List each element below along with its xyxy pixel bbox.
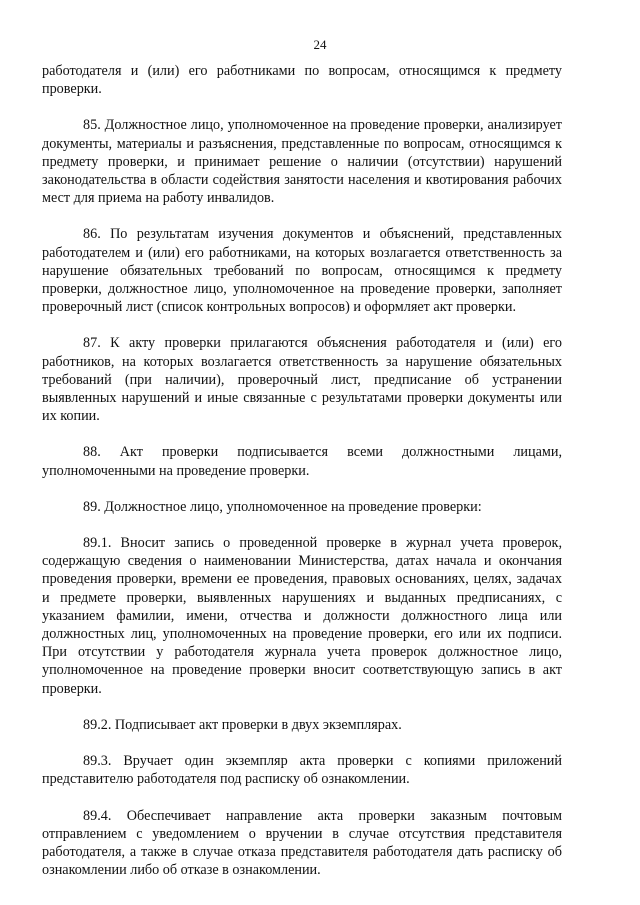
paragraph-88: 88. Акт проверки подписывается всеми должностными лицами, уполномоченными на проведение проверки. — [42, 444, 562, 479]
paragraph-continuation: работодателя и (или) его работниками по вопросам, относящимся к предмету проверки. — [42, 63, 562, 98]
paragraph-87: 87. К акту проверки прилагаются объяснения работодателя и (или) его работников, на которых возлагается ответственность за нарушение обязательных требований (при наличии), проверочный лист, предписание об устранении выявленных нарушений и иные связанные с результатами проверки документы или их копии. — [42, 335, 562, 425]
paragraph-85: 85. Должностное лицо, уполномоченное на проведение проверки, анализирует документы, материалы и разъяснения, представленные по вопросам, относящимся к предмету проверки, и принимает решение о наличии (отсутствии) нарушений законодательства в области содействия занятости населения и квотирования рабочих мест для приема на работу инвалидов. — [42, 117, 562, 207]
paragraph-86: 86. По результатам изучения документов и объяснений, представленных работодателем и (или) его работниками, на которых возлагается ответственность за нарушение обязательных требований по вопросам, относящимся к предмету проверки, должностное лицо, уполномоченное на проведение проверки, заполняет проверочный лист (список контрольных вопросов) и оформляет акт проверки. — [42, 226, 562, 316]
paragraph-89-2: 89.2. Подписывает акт проверки в двух экземплярах. — [83, 716, 402, 733]
paragraph-89-1: 89.1. Вносит запись о проведенной проверке в журнал учета проверок, содержащую сведения о наименовании Министерства, датах начала и окончания проведения проверки, времени ее проведения, правовых основаниях, целях, задачах и предмете проверки, выявленных нарушениях и выданных предписаниях, с указанием фамилии, имени, отчества и должности должностного лица или должностных лиц, уполномоченных на проведение проверки, его или их подписи. При отсутствии у работодателя журнала учета проверок должностное лицо, уполномоченное на проведение проверки вносит соответствующую запись в акт проверки. — [42, 535, 562, 697]
paragraph-89: 89. Должностное лицо, уполномоченное на проведение проверки: — [83, 498, 482, 515]
paragraph-89-4: 89.4. Обеспечивает направление акта проверки заказным почтовым отправлением с уведомлением о вручении в случае отсутствия представителя работодателя, а также в случае отказа представителя работодателя дать расписку об ознакомлении либо об отказе в ознакомлении. — [42, 807, 562, 879]
page-number: 24 — [313, 37, 327, 52]
paragraph-89-3: 89.3. Вручает один экземпляр акта проверки с копиями приложений представителю работодателя под расписку об ознакомлении. — [42, 753, 562, 788]
document-body — [42, 62, 562, 897]
